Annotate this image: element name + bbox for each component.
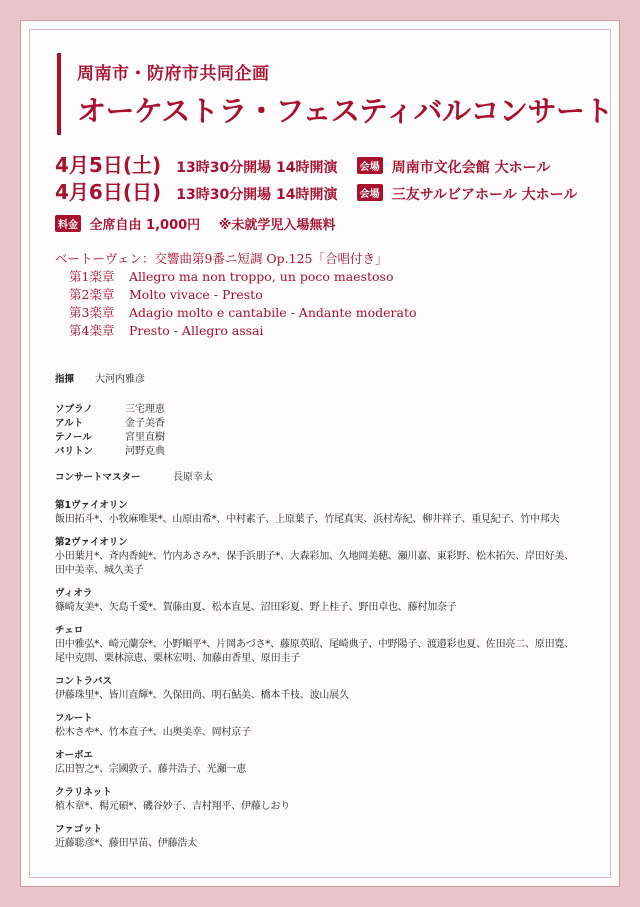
section-names: 飯田拓斗*、小牧麻唯果*、山原由希*、中村素子、上原葉子、竹尾真実、浜村寿紀、柳井祥子、重見紀子、竹中邦夫 <box>55 514 560 525</box>
performance-row <box>55 176 577 202</box>
soloist-role: テノール <box>55 432 92 443</box>
header-accent-bar <box>57 53 61 135</box>
program-title: ベートーヴェン：交響曲第9番ニ短調 Op.125「合唱付き」 <box>55 251 388 266</box>
movement-name: Adagio molto e cantabile - Andante moderato <box>129 305 417 320</box>
section-cello <box>55 624 615 666</box>
concertmaster-name: 長原幸太 <box>173 472 213 483</box>
performance-date: 4月5日(土) <box>55 153 162 177</box>
performance-row <box>55 149 550 175</box>
section-names: 篠崎友美*、矢島千愛*、賀藤由夏、松本直晃、沼田彩夏、野上桂子、野田卓也、藤村加奈子 <box>55 602 457 613</box>
section-clarinet <box>55 786 615 814</box>
soloist-name: 金子美香 <box>125 418 165 429</box>
section-names: 植木章*、楊元碩*、磯谷妙子、吉村翔平、伊藤しおり <box>55 801 290 812</box>
section-role: クラリネット <box>55 787 112 798</box>
organizer-line: 周南市・防府市共同企画 <box>77 64 270 84</box>
concertmaster-role: コンサートマスター <box>55 472 141 483</box>
section-names: 松木さや*、竹本直子*、山奥美幸、岡村京子 <box>55 727 251 738</box>
soloist-role: ソプラノ <box>55 404 93 415</box>
soloist-credit <box>55 417 615 431</box>
soloist-credit <box>55 445 615 459</box>
section-role: 第2ヴァイオリン <box>55 537 128 548</box>
soloist-name: 河野克典 <box>125 446 165 457</box>
concertmaster-credit <box>55 471 615 485</box>
soloist-credit <box>55 431 615 445</box>
conductor-name: 大河内雅彦 <box>95 374 145 385</box>
section-role: フルート <box>55 713 93 724</box>
movement-name: Molto vivace - Presto <box>129 287 263 302</box>
movement-number: 第2楽章 <box>69 287 115 302</box>
soloist-name: 宮里直樹 <box>125 432 165 443</box>
section-role: ヴィオラ <box>55 588 93 599</box>
section-role: オーボエ <box>55 750 94 761</box>
movement-number: 第4楽章 <box>69 323 115 338</box>
movement-item <box>55 268 605 286</box>
header <box>57 49 613 137</box>
section-violin2 <box>55 536 615 578</box>
program <box>55 250 605 340</box>
venue-badge: 会場 <box>357 157 383 174</box>
section-names: 伊藤珠里*、皆川直輝*、久保田尚、明石鮎美、橋本千枝、波山展久 <box>55 690 349 701</box>
soloist-name: 三宅理恵 <box>125 404 165 415</box>
section-role: チェロ <box>55 625 84 636</box>
section-oboe <box>55 749 615 777</box>
flyer-page <box>20 20 620 887</box>
soloist-role: アルト <box>55 418 84 429</box>
movement-name: Allegro ma non troppo, un poco maestoso <box>129 269 394 284</box>
concert-title: オーケストラ・フェスティバルコンサート <box>77 94 613 128</box>
section-names: 尾中克則、栗林涼恵、栗林宏明、加藤由香里、原田圭子 <box>55 653 300 664</box>
orchestra-list <box>55 499 615 851</box>
section-contrabass <box>55 675 615 703</box>
section-names: 小田葉月*、斉内香純*、竹内あさみ*、保手浜朋子*、大森彩加、久地岡美穂、瀬川嘉、東彩野、松木拓矢、岸田好美、 <box>55 551 574 562</box>
venue-badge: 会場 <box>357 184 383 201</box>
price-note: ※未就学児入場無料 <box>218 218 336 233</box>
section-violin1 <box>55 499 615 527</box>
conductor-credit <box>55 373 615 387</box>
section-flute <box>55 712 615 740</box>
section-names: 近藤聡彦*、藤田早苗、伊藤浩太 <box>55 838 197 849</box>
performance-date: 4月6日(日) <box>55 180 162 204</box>
movement-item <box>55 304 605 322</box>
soloist-role: バリトン <box>55 446 94 457</box>
soloist-credit <box>55 403 615 417</box>
movement-item <box>55 322 605 340</box>
section-role: ファゴット <box>55 824 103 835</box>
section-bassoon <box>55 823 615 851</box>
section-names: 広田智之*、宗國敦子、藤井浩子、光瀬一恵 <box>55 764 246 775</box>
price-badge: 料金 <box>55 215 81 232</box>
price-text: 全席自由 1,000円 <box>89 218 201 233</box>
venue-name: 周南市文化会館 大ホール <box>391 160 551 176</box>
movement-number: 第1楽章 <box>69 269 115 284</box>
section-names: 田中雅弘*、崎元蘭奈*、小野順平*、片岡あづさ*、藤原英昭、尾崎典子、中野陽子、渡邉彩也夏、佐田亮二、原田寛、 <box>55 639 574 650</box>
movement-item <box>55 286 605 304</box>
performance-time: 13時30分開場 14時開演 <box>176 160 338 176</box>
venue-name: 三友サルビアホール 大ホール <box>391 187 578 203</box>
performance-time: 13時30分開場 14時開演 <box>176 187 338 203</box>
soloists <box>55 403 615 459</box>
section-role: 第1ヴァイオリン <box>55 500 128 511</box>
section-role: コントラバス <box>55 676 113 687</box>
section-names: 田中美幸、城久美子 <box>55 565 144 576</box>
price-row <box>55 214 335 233</box>
movement-number: 第3楽章 <box>69 305 115 320</box>
movement-name: Presto - Allegro assai <box>129 323 264 338</box>
conductor-role: 指揮 <box>55 374 75 385</box>
credits <box>55 373 615 851</box>
section-viola <box>55 587 615 615</box>
